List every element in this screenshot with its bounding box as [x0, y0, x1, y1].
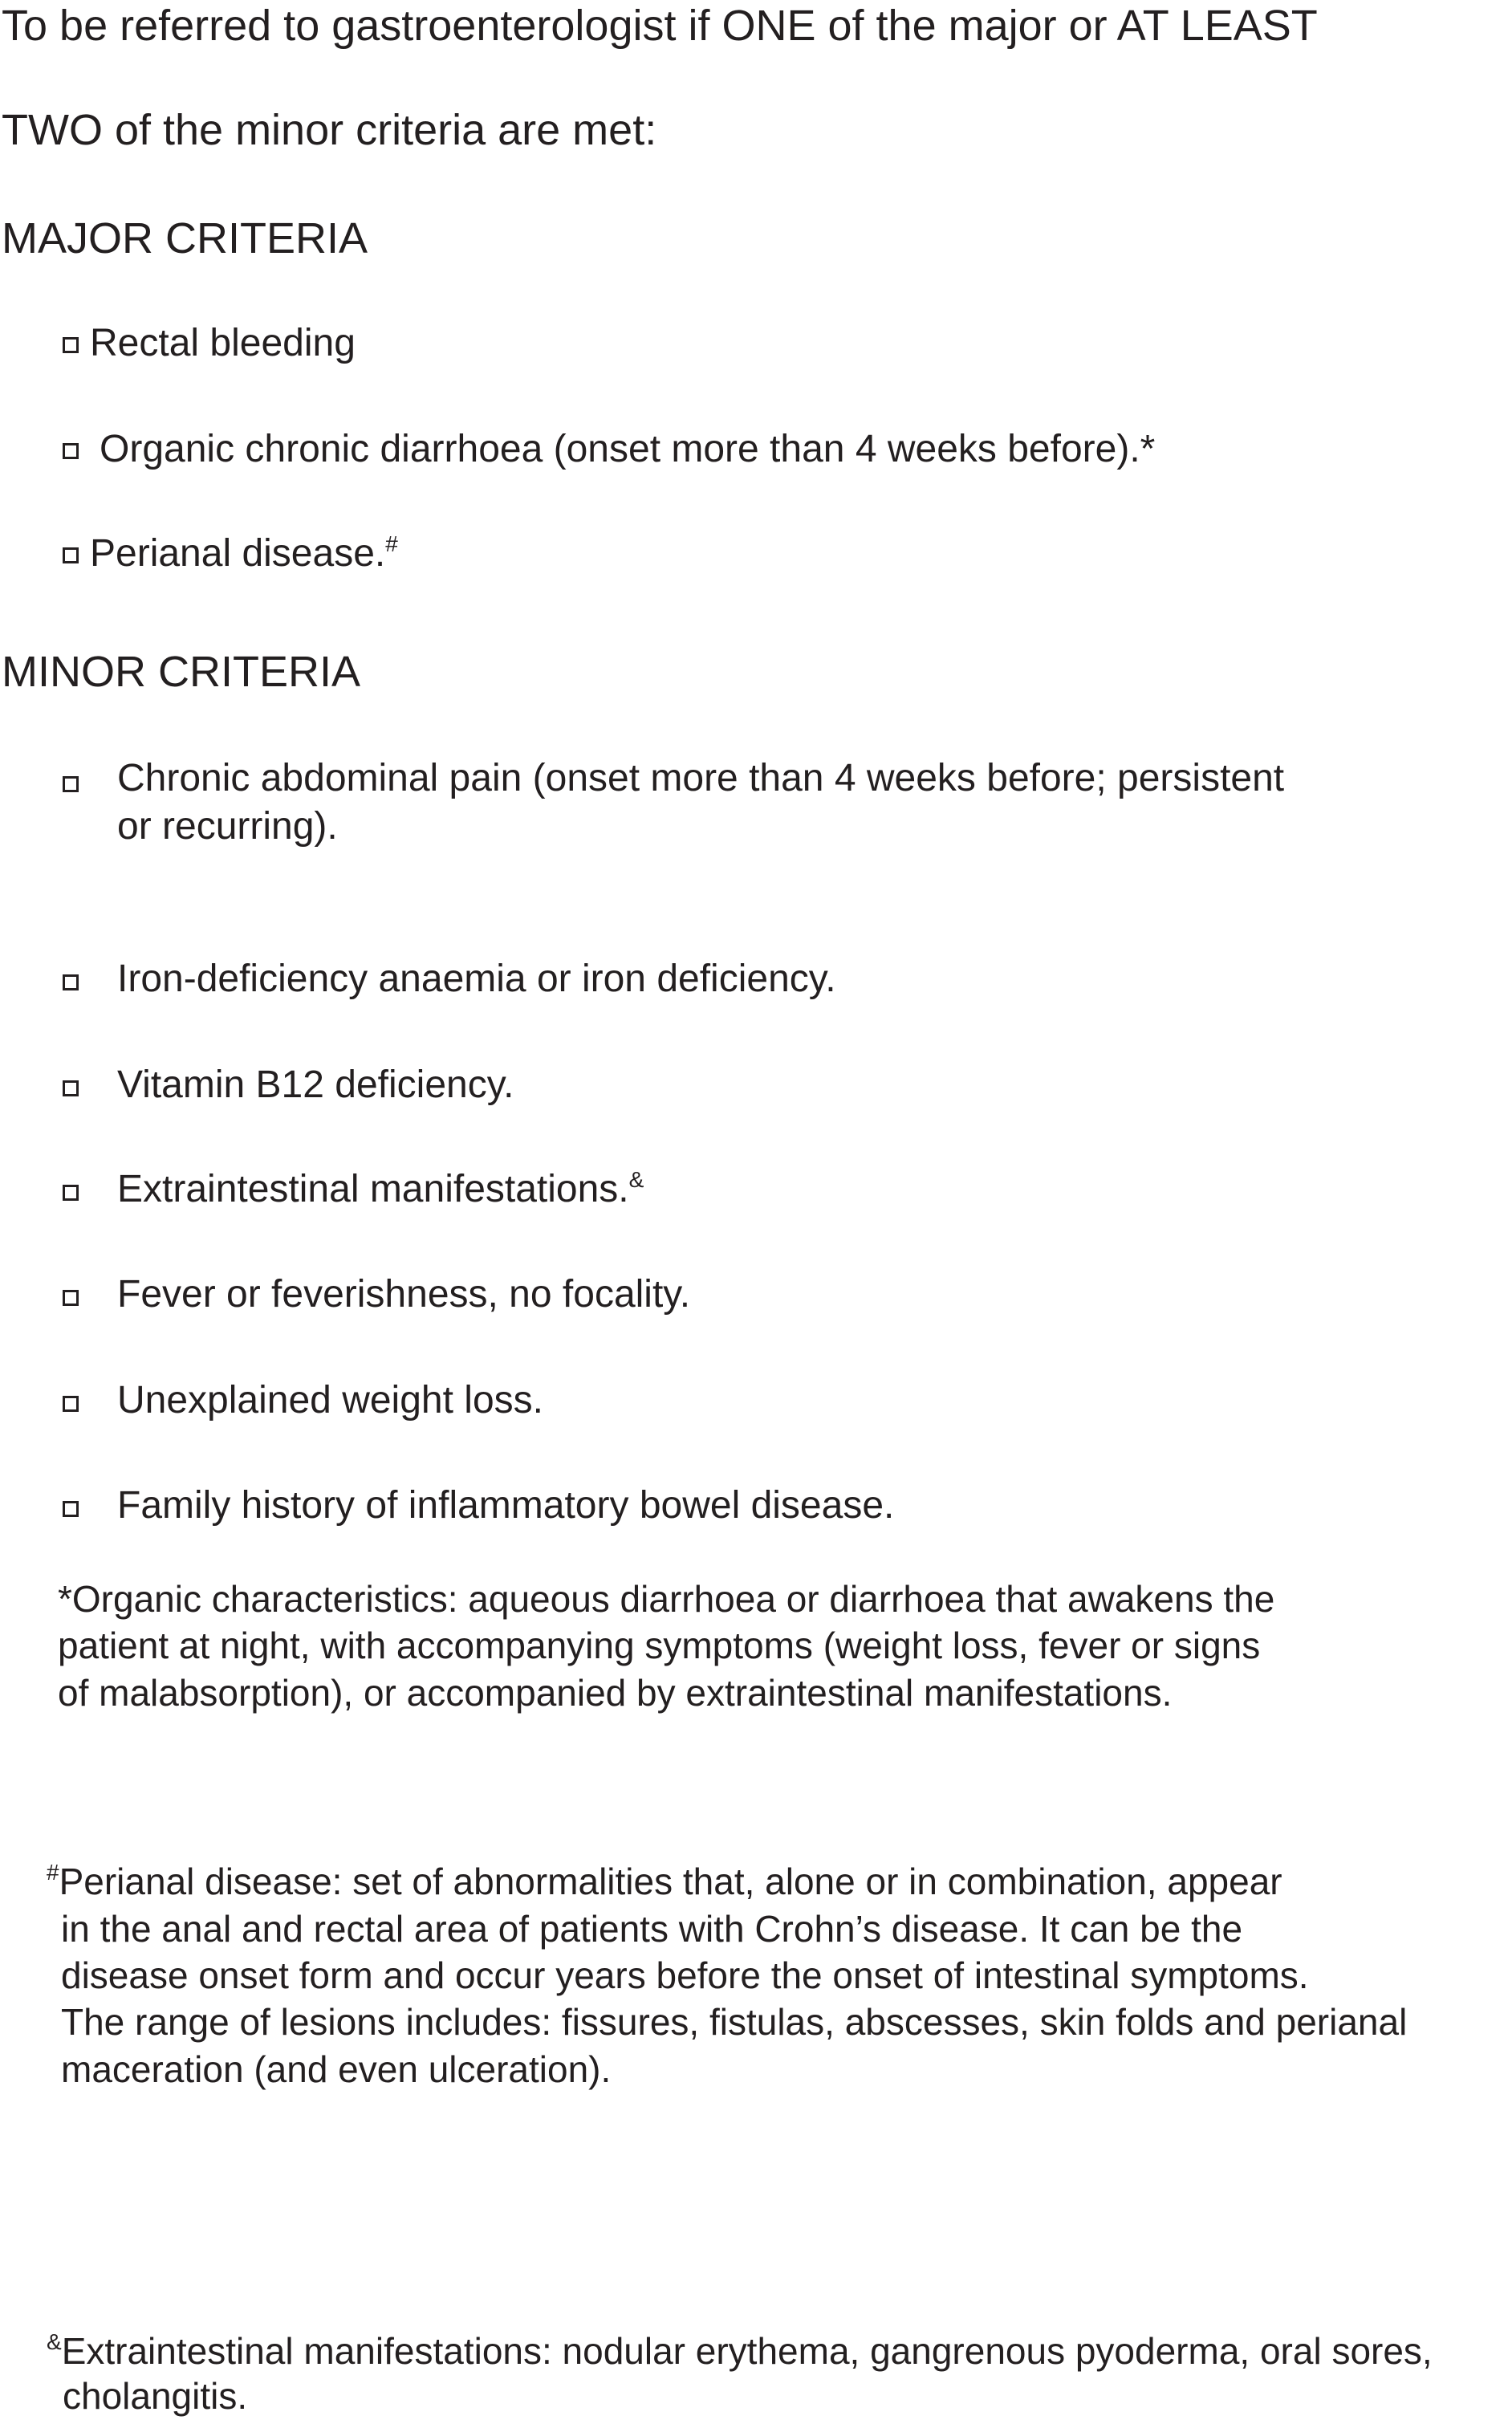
- minor-item-extraintestinal: Extraintestinal manifestations.&: [117, 1167, 644, 1210]
- footnote-extraintestinal-mark: &: [47, 2329, 62, 2354]
- minor-item-chronic-abdominal-pain-cont: or recurring).: [117, 805, 338, 848]
- footnote-perianal-line-2: in the anal and rectal area of patients with Crohn’s disease. It can be the: [61, 1908, 1243, 1950]
- footnote-organic-line-3: of malabsorption), or accompanied by extraintestinal manifestations.: [58, 1672, 1173, 1714]
- minor-item-vitamin-b12: Vitamin B12 deficiency.: [117, 1064, 514, 1106]
- major-item-organic-diarrhoea: Organic chronic diarrhoea (onset more than 4 weeks before).*: [100, 428, 1156, 470]
- minor-item-chronic-abdominal-pain: Chronic abdominal pain (onset more than 4 weeks before; persistent: [117, 757, 1285, 799]
- major-item-perianal-disease: Perianal disease.#: [90, 531, 398, 575]
- footnote-perianal-line-1: #Perianal disease: set of abnormalities that, alone or in combination, appear: [47, 1860, 1282, 1902]
- checkbox-organic-diarrhoea[interactable]: [63, 443, 79, 459]
- checkbox-extraintestinal[interactable]: [63, 1185, 79, 1201]
- minor-item-iron-deficiency: Iron-deficiency anaemia or iron deficiency.: [117, 958, 836, 1000]
- minor-item-family-history: Family history of inflammatory bowel disease.: [117, 1484, 895, 1527]
- checkbox-rectal-bleeding[interactable]: [63, 337, 79, 353]
- minor-criteria-heading: MINOR CRITERIA: [2, 648, 361, 696]
- minor-item-fever: Fever or feverishness, no focality.: [117, 1273, 691, 1316]
- minor-item-weight-loss: Unexplained weight loss.: [117, 1379, 543, 1421]
- footnote-perianal-line-3: disease onset form and occur years before the onset of intestinal symptoms.: [61, 1954, 1309, 1996]
- footnote-organic-line-1: *Organic characteristics: aqueous diarrhoea or diarrhoea that awakens the: [58, 1578, 1275, 1620]
- footnote-perianal-line-5: maceration (and even ulceration).: [61, 2048, 612, 2090]
- checkbox-family-history[interactable]: [63, 1501, 79, 1517]
- checkbox-iron-deficiency[interactable]: [63, 974, 79, 990]
- checkbox-chronic-abdominal-pain[interactable]: [63, 776, 79, 792]
- intro-line-2: TWO of the minor criteria are met:: [2, 106, 657, 154]
- intro-line-1: To be referred to gastroenterologist if ONE of the major or AT LEAST: [2, 2, 1318, 50]
- checkbox-fever[interactable]: [63, 1290, 79, 1306]
- footnote-perianal-mark: #: [47, 1860, 59, 1885]
- footnote-perianal-line-4: The range of lesions includes: fissures, fistulas, abscesses, skin folds and perianal: [61, 2001, 1408, 2043]
- footnote-extraintestinal-line-1: &Extraintestinal manifestations: nodular erythema, gangrenous pyoderma, oral sores,: [47, 2329, 1433, 2372]
- footnote-mark-ampersand: &: [628, 1167, 644, 1192]
- footnote-mark-hash: #: [385, 531, 398, 556]
- major-item-rectal-bleeding: Rectal bleeding: [90, 322, 356, 364]
- checkbox-vitamin-b12[interactable]: [63, 1080, 79, 1096]
- footnote-organic-line-2: patient at night, with accompanying symptoms (weight loss, fever or signs: [58, 1625, 1261, 1666]
- checkbox-weight-loss[interactable]: [63, 1396, 79, 1412]
- footnote-extraintestinal-line-2: cholangitis.: [63, 2375, 248, 2417]
- major-criteria-heading: MAJOR CRITERIA: [2, 214, 368, 262]
- checkbox-perianal-disease[interactable]: [63, 547, 79, 563]
